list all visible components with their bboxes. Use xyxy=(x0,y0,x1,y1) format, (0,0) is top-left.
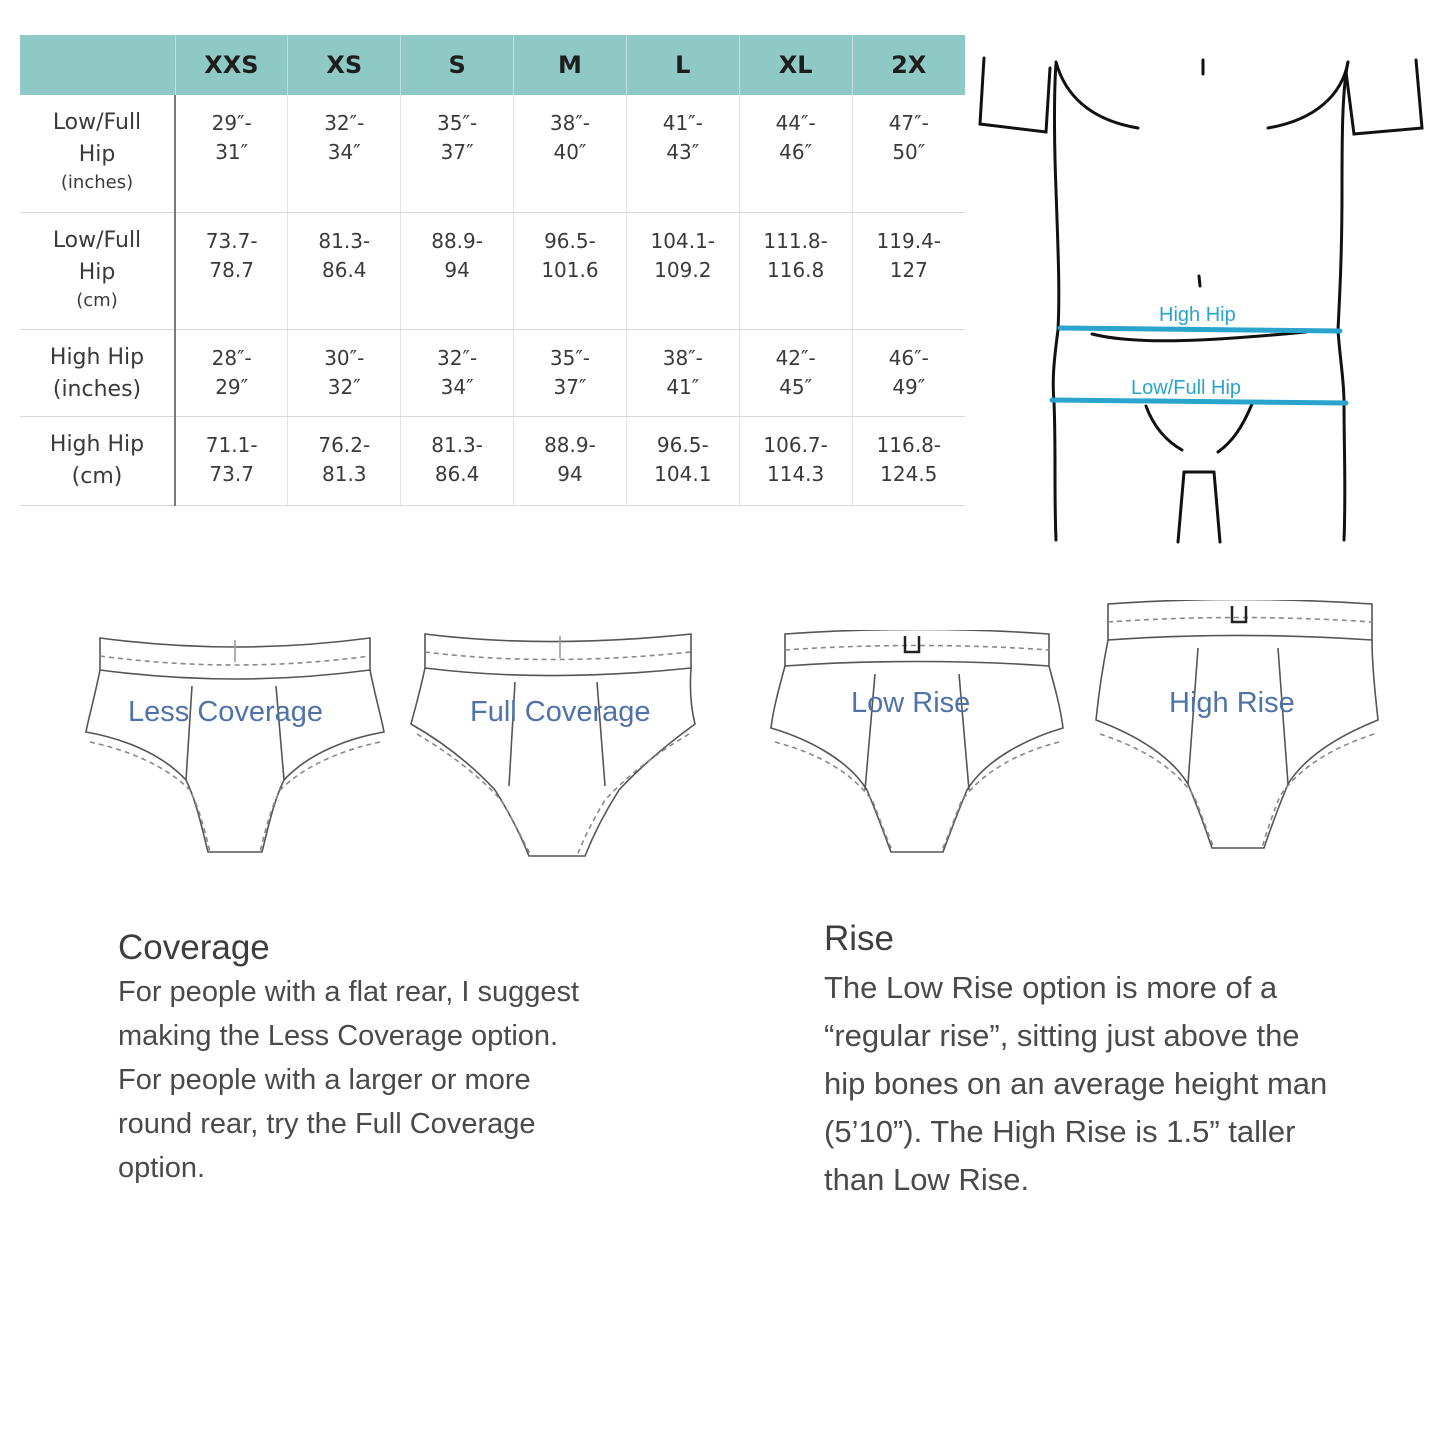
row-label-line: Low/Full xyxy=(52,227,142,253)
coverage-line: round rear, try the Full Coverage xyxy=(118,1108,536,1140)
size-value-line: 46″ xyxy=(779,140,813,164)
high-rise-label: High Rise xyxy=(1169,687,1295,719)
size-value-line: 88.9- xyxy=(544,432,596,457)
rise-line: hip bones on an average height man xyxy=(824,1066,1328,1101)
size-value-line: 101.6 xyxy=(541,257,599,282)
size-value-cell xyxy=(626,212,739,329)
low-full-hip-label: Low/Full Hip xyxy=(1131,377,1242,399)
size-value-line: 31″ xyxy=(215,140,249,164)
size-value-cell xyxy=(401,212,514,329)
size-value-line: 40″ xyxy=(553,140,587,164)
size-value-line: 88.9- xyxy=(431,228,483,253)
size-value-line: 86.4 xyxy=(434,461,480,486)
size-value-line: 28″- xyxy=(211,345,252,370)
header-size: 2X xyxy=(852,35,965,95)
size-value-cell xyxy=(514,95,627,212)
size-value-line: 106.7- xyxy=(763,432,828,457)
size-value-line: 29″- xyxy=(211,111,252,135)
size-header-row xyxy=(20,35,965,95)
brief-full-coverage xyxy=(405,630,700,865)
row-label-line: (cm) xyxy=(71,463,123,489)
header-size: XL xyxy=(739,35,852,95)
rise-line: (5’10”). The High Rise is 1.5” taller xyxy=(824,1114,1296,1149)
size-value-cell xyxy=(852,329,965,416)
size-value-cell xyxy=(288,95,401,212)
size-value-line: 30″- xyxy=(324,345,365,370)
size-value-line: 37″ xyxy=(440,140,474,164)
size-value-cell xyxy=(626,95,739,212)
size-value-line: 41″- xyxy=(662,111,703,135)
size-value-line: 47″- xyxy=(888,111,929,135)
body-measurement-diagram xyxy=(970,50,1430,550)
size-value-line: 73.7- xyxy=(205,228,258,253)
row-unit: (inches) xyxy=(60,172,134,193)
torso-outline xyxy=(980,58,1422,542)
coverage-line: For people with a larger or more xyxy=(118,1064,531,1096)
low-full-hip-measure-line xyxy=(1052,400,1346,403)
header-size: S xyxy=(401,35,514,95)
row-unit: (cm) xyxy=(76,289,118,311)
coverage-section xyxy=(118,926,678,1190)
size-value-line: 37″ xyxy=(553,374,587,399)
size-value-cell xyxy=(852,416,965,505)
row-label-line: High Hip xyxy=(49,344,145,370)
brief-less-coverage xyxy=(80,630,390,865)
coverage-line: making the Less Coverage option. xyxy=(118,1020,559,1052)
size-value-cell xyxy=(739,212,852,329)
size-value-cell xyxy=(739,416,852,505)
size-value-cell xyxy=(288,329,401,416)
size-value-line: 81.3- xyxy=(431,432,483,457)
size-value-line: 127 xyxy=(889,257,928,282)
size-value-line: 76.2- xyxy=(318,432,371,457)
size-value-cell xyxy=(626,416,739,505)
size-value-cell xyxy=(175,416,288,505)
size-value-cell xyxy=(626,329,739,416)
size-value-line: 38″- xyxy=(662,345,703,370)
size-value-line: 81.3 xyxy=(322,461,367,486)
row-label-line: Hip xyxy=(78,142,116,167)
size-value-cell xyxy=(401,329,514,416)
size-value-line: 86.4 xyxy=(322,257,367,282)
header-corner xyxy=(20,35,175,95)
header-size: M xyxy=(514,35,627,95)
size-value-line: 116.8 xyxy=(767,257,825,282)
size-value-line: 34″ xyxy=(440,374,474,399)
rise-line: The Low Rise option is more of a xyxy=(824,970,1278,1005)
size-value-line: 78.7 xyxy=(209,257,254,282)
row-label-line: Low/Full xyxy=(52,110,142,135)
size-value-line: 38″- xyxy=(549,111,591,135)
high-hip-label: High Hip xyxy=(1159,304,1236,326)
header-size: XXS xyxy=(175,35,288,95)
size-value-line: 73.7 xyxy=(209,461,254,486)
less-coverage-label: Less Coverage xyxy=(128,696,324,728)
coverage-line: option. xyxy=(118,1152,206,1184)
size-value-line: 81.3- xyxy=(318,228,371,253)
brief-low-rise xyxy=(767,630,1067,860)
rise-line: than Low Rise. xyxy=(824,1162,1030,1197)
size-value-line: 34″ xyxy=(327,140,361,164)
size-value-cell xyxy=(175,329,288,416)
coverage-heading: Coverage xyxy=(118,928,270,967)
size-value-line: 119.4- xyxy=(876,228,942,253)
size-value-cell xyxy=(852,95,965,212)
size-value-line: 124.5 xyxy=(880,461,938,486)
size-value-line: 35″- xyxy=(549,345,591,370)
low-rise-label: Low Rise xyxy=(851,687,971,719)
table-row xyxy=(20,329,965,416)
size-value-line: 35″- xyxy=(437,111,478,135)
table-row xyxy=(20,95,965,212)
size-value-cell xyxy=(288,212,401,329)
size-value-line: 104.1 xyxy=(654,461,712,486)
row-label-line: High Hip xyxy=(49,431,145,457)
size-value-cell xyxy=(401,416,514,505)
size-value-line: 96.5- xyxy=(544,228,596,253)
table-row xyxy=(20,212,965,329)
row-label-line: Hip xyxy=(78,259,116,285)
row-label xyxy=(20,329,175,416)
size-value-line: 32″ xyxy=(327,374,361,399)
size-value-line: 44″- xyxy=(775,111,816,135)
size-value-cell xyxy=(739,329,852,416)
rise-section xyxy=(824,916,1424,1204)
rise-heading: Rise xyxy=(824,919,895,958)
size-value-line: 49″ xyxy=(892,374,926,399)
size-value-cell xyxy=(852,212,965,329)
full-coverage-label: Full Coverage xyxy=(470,696,651,728)
rise-line: “regular rise”, sitting just above the xyxy=(824,1018,1300,1053)
size-chart-table xyxy=(20,35,965,503)
size-value-cell xyxy=(739,95,852,212)
size-value-line: 46″- xyxy=(888,345,929,370)
high-hip-measure-line xyxy=(1060,328,1340,331)
size-value-cell xyxy=(514,329,627,416)
size-value-line: 111.8- xyxy=(763,228,828,253)
size-value-cell xyxy=(514,416,627,505)
size-value-line: 42″- xyxy=(775,345,816,370)
size-value-cell xyxy=(175,95,288,212)
size-value-line: 94 xyxy=(444,257,470,282)
size-value-line: 114.3 xyxy=(767,461,825,486)
row-label xyxy=(20,95,175,212)
size-value-line: 109.2 xyxy=(654,257,712,282)
size-value-line: 41″ xyxy=(666,374,700,399)
size-value-cell xyxy=(175,212,288,329)
size-value-line: 45″ xyxy=(779,374,813,399)
header-size: XS xyxy=(288,35,401,95)
brief-high-rise xyxy=(1092,600,1382,856)
size-value-line: 50″ xyxy=(892,140,926,164)
size-value-cell xyxy=(288,416,401,505)
row-label xyxy=(20,212,175,329)
size-value-line: 104.1- xyxy=(650,228,716,253)
coverage-line: For people with a flat rear, I suggest xyxy=(118,976,580,1008)
header-size: L xyxy=(626,35,739,95)
size-value-line: 96.5- xyxy=(656,432,709,457)
size-value-line: 94 xyxy=(557,461,583,486)
size-value-line: 116.8- xyxy=(876,432,942,457)
row-label-line: (inches) xyxy=(52,376,142,402)
size-value-cell xyxy=(514,212,627,329)
row-label xyxy=(20,416,175,505)
size-value-line: 29″ xyxy=(215,374,249,399)
size-value-line: 32″- xyxy=(324,111,365,135)
size-value-line: 43″ xyxy=(666,140,700,164)
table-row xyxy=(20,416,965,505)
size-value-cell xyxy=(401,95,514,212)
size-value-line: 32″- xyxy=(437,345,478,370)
size-value-line: 71.1- xyxy=(205,432,258,457)
